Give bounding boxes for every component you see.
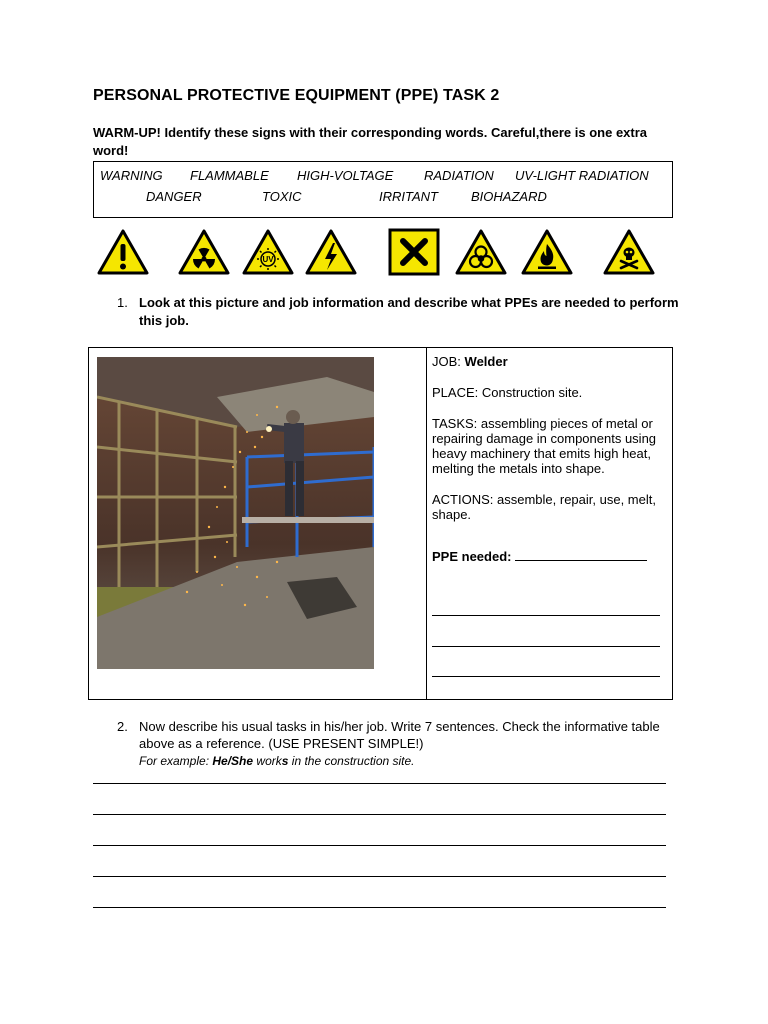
word-bank-item: HIGH-VOLTAGE <box>297 168 394 183</box>
answer-line[interactable] <box>93 876 666 877</box>
toxic-icon <box>603 228 655 276</box>
hazard-signs-row <box>93 228 663 278</box>
column-divider <box>426 348 427 699</box>
question-text: Look at this picture and job information and describe what PPEs are needed to perform this job. <box>139 295 679 328</box>
job-info-table <box>88 347 673 700</box>
word-bank-item: BIOHAZARD <box>471 189 547 204</box>
page-title: PERSONAL PROTECTIVE EQUIPMENT (PPE) TASK 2 <box>93 87 500 104</box>
example-sentence: For example: He/She works in the construction site. <box>139 754 415 768</box>
ppe-label: PPE needed: <box>432 549 512 564</box>
biohazard-icon <box>455 228 507 276</box>
word-bank <box>93 161 673 218</box>
word-bank-item: FLAMMABLE <box>190 168 269 183</box>
irritant-icon <box>388 228 440 276</box>
job-label: JOB: <box>432 354 461 369</box>
warmup-instructions: WARM-UP! Identify these signs with their corresponding words. Careful,there is one extra word! <box>93 125 648 158</box>
job-row <box>432 354 668 369</box>
ppe-answer-line[interactable] <box>432 646 660 647</box>
question-text: Now describe his usual tasks in his/her job. Write 7 sentences. Check the informative table above as a reference. (USE PRESENT SIMPLE!) <box>139 719 660 751</box>
word-bank-item: TOXIC <box>262 189 302 204</box>
place-row: PLACE: Construction site. <box>432 385 583 400</box>
exclamation-icon <box>97 228 149 276</box>
job-value: Welder <box>464 354 508 369</box>
flammable-icon <box>521 228 573 276</box>
ppe-answer-blank[interactable] <box>515 560 647 561</box>
high-voltage-icon <box>305 228 357 276</box>
answer-line[interactable] <box>93 783 666 784</box>
ppe-row <box>432 549 668 564</box>
answer-line[interactable] <box>93 814 666 815</box>
word-bank-item: RADIATION <box>424 168 494 183</box>
answer-line[interactable] <box>93 907 666 908</box>
question-number: 1. <box>117 295 128 310</box>
uv-icon <box>242 228 294 276</box>
svg-text:UV: UV <box>262 255 274 264</box>
word-bank-item: IRRITANT <box>379 189 438 204</box>
word-bank-item: DANGER <box>146 189 202 204</box>
word-bank-item: WARNING <box>100 168 163 183</box>
ppe-answer-line[interactable] <box>432 676 660 677</box>
answer-line[interactable] <box>93 845 666 846</box>
radiation-icon <box>178 228 230 276</box>
job-info <box>432 354 668 564</box>
tasks-row: TASKS: assembling pieces of metal or repairing damage in components using heavy machinery that emits high heat, melting the metals into shape. <box>432 416 657 476</box>
welder-photo <box>97 357 374 669</box>
word-bank-item: UV-LIGHT RADIATION <box>515 168 649 183</box>
ppe-answer-line[interactable] <box>432 615 660 616</box>
actions-row: ACTIONS: assemble, repair, use, melt, shape. <box>432 492 656 522</box>
question-number: 2. <box>117 719 128 734</box>
